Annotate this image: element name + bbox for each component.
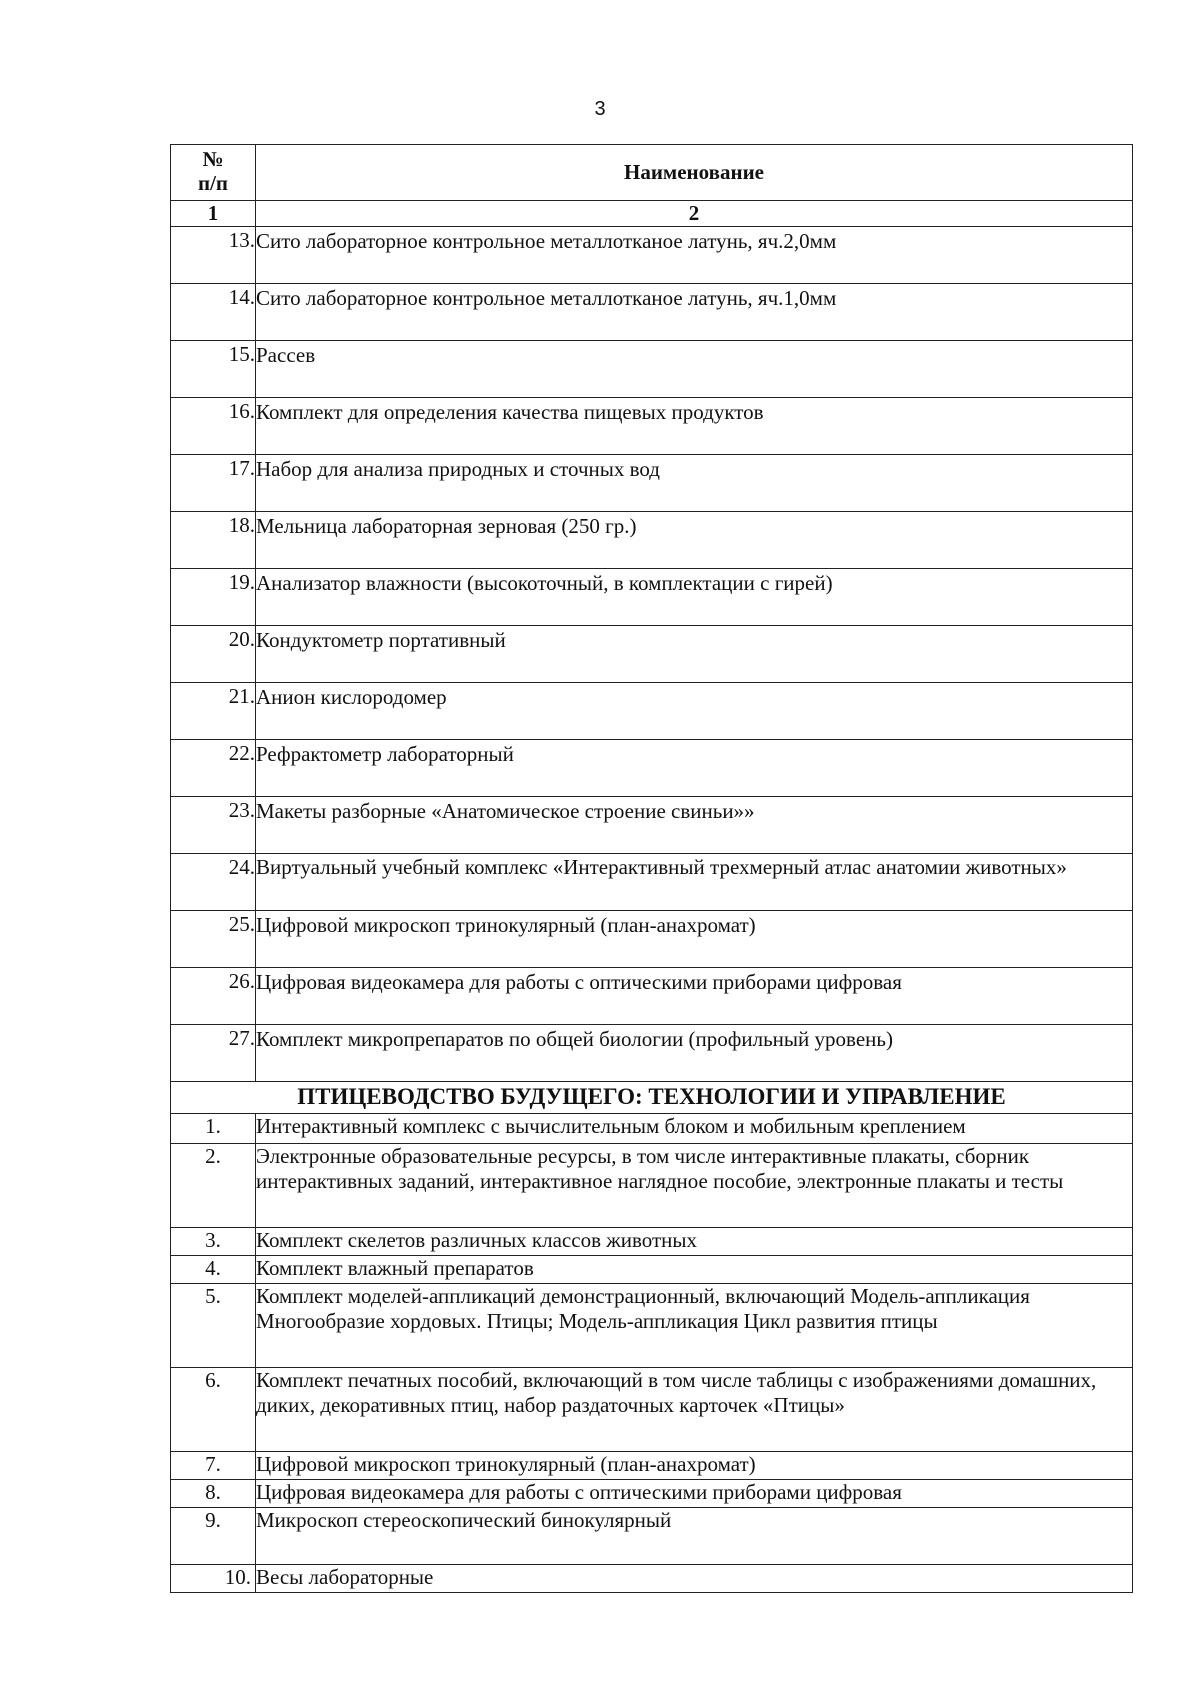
row-number: 14.	[171, 284, 256, 341]
row-number: 15.	[171, 341, 256, 398]
row-name: Анион кислородомер	[256, 683, 1133, 740]
row-name: Цифровая видеокамера для работы с оптическими приборами цифровая	[256, 968, 1133, 1025]
table-row	[171, 512, 1133, 569]
table-row	[171, 626, 1133, 683]
row-number: 20.	[171, 626, 256, 683]
table-row	[171, 1025, 1133, 1082]
row-name: Цифровой микроскоп тринокулярный (план-анахромат)	[256, 911, 1133, 968]
row-name: Рассев	[256, 341, 1133, 398]
row-number: 7.	[171, 1452, 256, 1480]
column-number-2: 2	[256, 201, 1133, 227]
table-row	[171, 341, 1133, 398]
row-number: 2.	[171, 1144, 256, 1228]
row-number: 16.	[171, 398, 256, 455]
column-number-1: 1	[171, 201, 256, 227]
row-name: Интерактивный комплекс с вычислительным блоком и мобильным креплением	[256, 1114, 1133, 1144]
row-number: 23.	[171, 797, 256, 854]
row-name: Цифровой микроскоп тринокулярный (план-анахромат)	[256, 1452, 1133, 1480]
section-title: ПТИЦЕВОДСТВО БУДУЩЕГО: ТЕХНОЛОГИИ И УПРАВЛЕНИЕ	[171, 1082, 1133, 1114]
table-row	[171, 1144, 1133, 1228]
row-name: Сито лабораторное контрольное металлотканое латунь, яч.1,0мм	[256, 284, 1133, 341]
table-row	[171, 1508, 1133, 1565]
equipment-table	[170, 144, 1133, 1593]
table-row	[171, 569, 1133, 626]
header-number-label: п/п	[197, 171, 229, 195]
table-row	[171, 1228, 1133, 1256]
header-name-cell: Наименование	[256, 145, 1133, 201]
row-number: 25.	[171, 911, 256, 968]
row-number: 18.	[171, 512, 256, 569]
row-name: Комплект скелетов различных классов животных	[256, 1228, 1133, 1256]
row-name: Комплект для определения качества пищевых продуктов	[256, 398, 1133, 455]
table-row	[171, 911, 1133, 968]
row-name: Электронные образовательные ресурсы, в том числе интерактивные плакаты, сборник интерактивных заданий, интерактивное наглядное пособие, электронные плакаты и тесты	[256, 1144, 1133, 1228]
table-row	[171, 1114, 1133, 1144]
table-row	[171, 854, 1133, 911]
row-name: Комплект печатных пособий, включающий в том числе таблицы с изображениями домашних, диких, декоративных птиц, набор раздаточных карточек «Птицы»	[256, 1368, 1133, 1452]
row-number: 22.	[171, 740, 256, 797]
table-row	[171, 227, 1133, 284]
row-number: 3.	[171, 1228, 256, 1256]
table-row	[171, 740, 1133, 797]
table-row	[171, 284, 1133, 341]
row-number: 26.	[171, 968, 256, 1025]
row-number: 10.	[171, 1565, 256, 1593]
page-number: 3	[594, 98, 606, 120]
table-row	[171, 683, 1133, 740]
table-row	[171, 1565, 1133, 1593]
row-name: Комплект моделей-аппликаций демонстрационный, включающий Модель-аппликация Многообразие хордовых. Птицы; Модель-аппликация Цикл развития птицы	[256, 1284, 1133, 1368]
row-name: Микроскоп стереоскопический бинокулярный	[256, 1508, 1133, 1565]
table-header-row	[171, 145, 1133, 201]
section-heading-row	[171, 1082, 1133, 1114]
table-row	[171, 398, 1133, 455]
row-number: 5.	[171, 1284, 256, 1368]
row-name: Комплект влажный препаратов	[256, 1256, 1133, 1284]
row-name: Кондуктометр портативный	[256, 626, 1133, 683]
table-row	[171, 1256, 1133, 1284]
row-number: 17.	[171, 455, 256, 512]
row-number: 1.	[171, 1114, 256, 1144]
row-name: Цифровая видеокамера для работы с оптическими приборами цифровая	[256, 1480, 1133, 1508]
table-row	[171, 968, 1133, 1025]
table-row	[171, 797, 1133, 854]
row-name: Комплект микропрепаратов по общей биологии (профильный уровень)	[256, 1025, 1133, 1082]
row-number: 24.	[171, 854, 256, 911]
table-row	[171, 1284, 1133, 1368]
table-row	[171, 1368, 1133, 1452]
row-number: 6.	[171, 1368, 256, 1452]
row-number: 9.	[171, 1508, 256, 1565]
table-row	[171, 1452, 1133, 1480]
table-row	[171, 1480, 1133, 1508]
row-name: Сито лабораторное контрольное металлотканое латунь, яч.2,0мм	[256, 227, 1133, 284]
row-name: Мельница лабораторная зерновая (250 гр.)	[256, 512, 1133, 569]
row-name: Рефрактометр лабораторный	[256, 740, 1133, 797]
row-name: Макеты разборные «Анатомическое строение свиньи»»	[256, 797, 1133, 854]
row-number: 19.	[171, 569, 256, 626]
row-name: Весы лабораторные	[256, 1565, 1133, 1593]
row-name: Анализатор влажности (высокоточный, в комплектации с гирей)	[256, 569, 1133, 626]
table-row	[171, 455, 1133, 512]
row-name: Виртуальный учебный комплекс «Интерактивный трехмерный атлас анатомии животных»	[256, 854, 1133, 911]
row-number: 21.	[171, 683, 256, 740]
row-number: 8.	[171, 1480, 256, 1508]
row-number: 13.	[171, 227, 256, 284]
header-number-symbol: №	[202, 147, 224, 171]
row-name: Набор для анализа природных и сточных вод	[256, 455, 1133, 512]
row-number: 27.	[171, 1025, 256, 1082]
row-number: 4.	[171, 1256, 256, 1284]
column-number-row	[171, 201, 1133, 227]
header-number-cell	[171, 145, 256, 201]
